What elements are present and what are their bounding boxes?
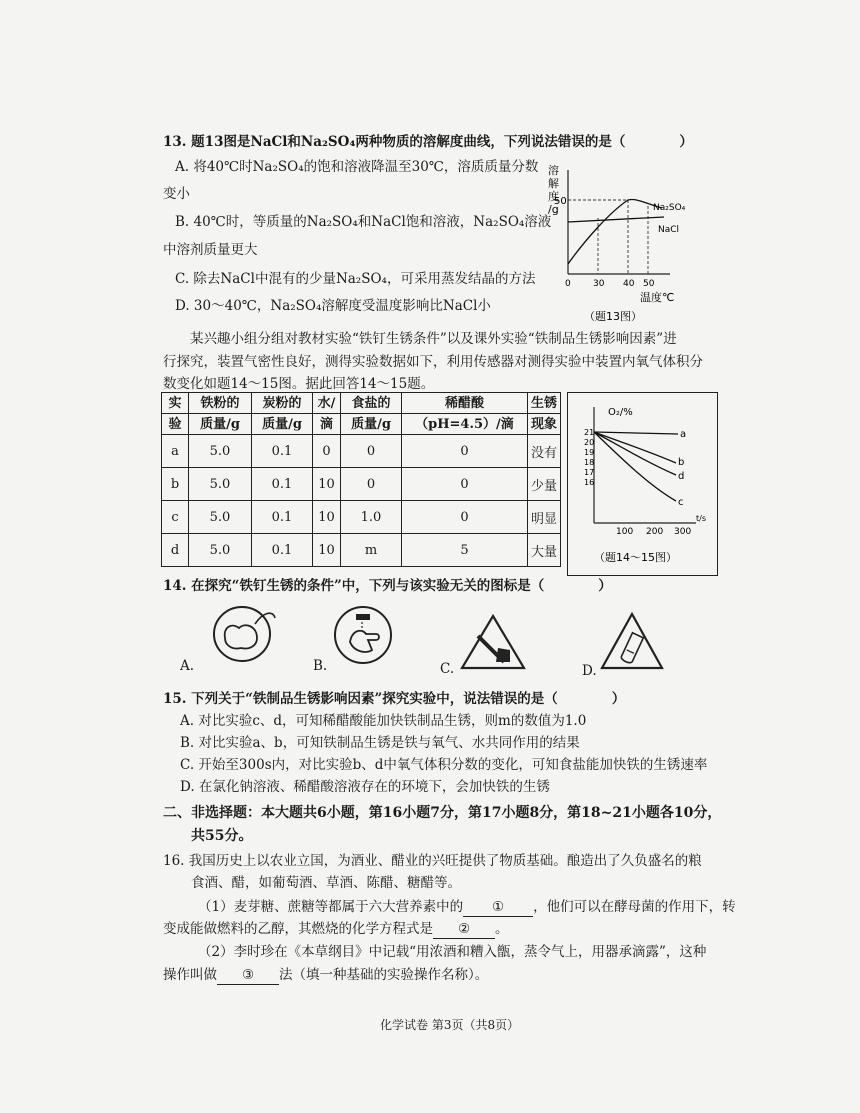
- q14-option-c: C.: [440, 661, 455, 677]
- table-header-row-2: [162, 414, 561, 435]
- chart2-ytick: 17: [584, 468, 595, 477]
- table-cell: 5.0: [189, 534, 252, 567]
- q13-option-a: A. 将40℃时Na₂SO₄的饱和溶液降温至30℃，溶质质量分数: [175, 159, 539, 175]
- chart13-series-nacl: [568, 217, 664, 222]
- chart2-ytick: 18: [584, 458, 595, 467]
- table-row: [162, 501, 561, 534]
- chart2-label-c: c: [678, 497, 684, 508]
- th-rust-2: 现象: [528, 414, 561, 435]
- q13-option-a-cont: 变小: [163, 186, 190, 202]
- table-cell: 0: [402, 468, 528, 501]
- glassware-hazard-icon: [598, 610, 666, 672]
- q16-part1-line1: [198, 898, 736, 917]
- table-cell: 5: [402, 534, 528, 567]
- q15-option-b: B. 对比实验a、b，可知铁制品生锈是铁与氧气、水共同作用的结果: [180, 735, 580, 751]
- chart13-xtick-40: 40: [623, 279, 635, 289]
- q15-stem: 15. 下列关于“铁制品生锈影响因素”探究实验中，说法错误的是（ ）: [163, 691, 626, 707]
- q13-option-b-cont: 中溶剂质量更大: [163, 242, 258, 258]
- chart2-xlabel: t/s: [696, 514, 706, 523]
- chart2-ytick: 20: [584, 438, 595, 447]
- chart2-xtick: 100: [616, 527, 634, 537]
- th-carbon-2: 质量/g: [252, 414, 313, 435]
- q13-option-d: D. 30～40℃，Na₂SO₄溶解度受温度影响比NaCl小: [175, 298, 491, 314]
- table-cell: 10: [313, 501, 341, 534]
- q16-stem-cont: 食酒、醋，如葡萄酒、草酒、陈醋、糖醋等。: [191, 875, 461, 891]
- wash-hands-icon: [332, 604, 394, 666]
- chart13-xtick-50: 50: [643, 279, 655, 289]
- chart2-series-c: [594, 432, 676, 501]
- chart13-caption: （题13图）: [584, 310, 642, 322]
- table-cell: 0.1: [252, 501, 313, 534]
- table-cell: 10: [313, 534, 341, 567]
- chart13-ylabel-2: 解: [548, 177, 559, 190]
- table-row: [162, 534, 561, 567]
- chart13-ylabel-4: /g: [548, 203, 559, 216]
- table-cell: 0: [313, 435, 341, 468]
- chart2-series-b: [594, 432, 676, 463]
- chart13-label-nacl: NaCl: [658, 225, 680, 235]
- oxygen-chart: [568, 393, 717, 575]
- chart13-xtick-30: 30: [593, 279, 605, 289]
- chart13-xlabel: 温度℃: [640, 291, 675, 304]
- table-cell: b: [162, 468, 189, 501]
- table-cell: 5.0: [189, 468, 252, 501]
- table-cell: 5.0: [189, 435, 252, 468]
- solubility-chart: [540, 160, 710, 322]
- table-cell: 大量: [528, 534, 561, 567]
- table-cell: d: [162, 534, 189, 567]
- q16-part2-text: 操作叫做: [163, 967, 217, 983]
- q14-option-d: D.: [582, 663, 597, 679]
- th-salt-2: 质量/g: [341, 414, 402, 435]
- q14-option-a: A.: [180, 658, 195, 674]
- q13-stem: 13. 题13图是NaCl和Na₂SO₄两种物质的溶解度曲线，下列说法错误的是（ ）: [163, 134, 693, 150]
- th-iron-1: 铁粉的: [189, 393, 252, 414]
- th-salt-1: 食盐的: [341, 393, 402, 414]
- th-rust-1: 生锈: [528, 393, 561, 414]
- chart13-label-na2so4: Na₂SO₄: [653, 203, 686, 213]
- q16-part1-text-2: ，他们可以在酵母菌的作用下，转: [533, 899, 736, 915]
- apron-safety-icon: [205, 602, 283, 664]
- table-cell: a: [162, 435, 189, 468]
- table-cell: 少量: [528, 468, 561, 501]
- chart2-label-a: a: [680, 429, 687, 440]
- intro-line-2: 行探究，装置气密性良好，测得实验数据如下，利用传感器对测得实验中装置内氧气体积分: [163, 354, 703, 370]
- table-cell: 0.1: [252, 468, 313, 501]
- chart2-xtick: 200: [646, 527, 664, 537]
- q16-part2-text-2: 法（填一种基础的实验操作名称）。: [279, 967, 489, 983]
- table-cell: 0: [341, 468, 402, 501]
- answer-blank-3[interactable]: ③: [217, 966, 279, 985]
- table-cell: 10: [313, 468, 341, 501]
- q16-part1-text: （1）麦芽糖、蔗糖等都属于六大营养素中的: [198, 899, 464, 915]
- chart13-ylabel-3: 度: [548, 190, 559, 203]
- q13-option-b: B. 40℃时，等质量的Na₂SO₄和NaCl饱和溶液，Na₂SO₄溶液: [175, 214, 552, 230]
- chart13-xtick-0: 0: [565, 279, 571, 289]
- chart2-series-d: [594, 432, 676, 475]
- chart2-ytick: 21: [584, 428, 595, 437]
- chart2-caption: （题14～15图）: [594, 551, 677, 564]
- answer-blank-2[interactable]: ②: [433, 920, 495, 939]
- th-water-2: 滴: [313, 414, 341, 435]
- th-iron-2: 质量/g: [189, 414, 252, 435]
- answer-blank-1[interactable]: ①: [463, 898, 533, 917]
- chart13-ytick-50: 50: [554, 196, 567, 207]
- q16-part1-text-4: 。: [495, 921, 509, 937]
- page-footer: 化学试卷 第3页（共8页）: [380, 1018, 520, 1032]
- q13-option-c: C. 除去NaCl中混有的少量Na₂SO₄，可采用蒸发结晶的方法: [175, 271, 536, 287]
- table-cell: 0.1: [252, 534, 313, 567]
- table-cell: c: [162, 501, 189, 534]
- heating-safety-icon: [458, 612, 528, 672]
- table-cell: 0.1: [252, 435, 313, 468]
- q16-part2-line1: （2）李时珍在《本草纲目》中记载“用浓酒和糟入甑，蒸令气上，用器承滴露”，这种: [198, 944, 707, 960]
- experiment-table: [161, 392, 561, 567]
- table-cell: 没有: [528, 435, 561, 468]
- chart2-xtick: 300: [674, 527, 692, 537]
- table-cell: 0: [402, 435, 528, 468]
- chart13-ylabel-1: 溶: [548, 164, 559, 177]
- th-acid-2: （pH=4.5）/滴: [402, 414, 528, 435]
- intro-line-1: 某兴趣小组分组对教材实验“铁钉生锈条件”以及课外实验“铁制品生锈影响因素”进: [190, 331, 677, 347]
- table-cell: m: [341, 534, 402, 567]
- q16-part2-line2: [163, 966, 488, 985]
- q16-part1-line2: [163, 920, 509, 939]
- chart2-series-a: [594, 432, 678, 434]
- q15-option-a: A. 对比实验c、d，可知稀醋酸能加快铁制品生锈，则m的数值为1.0: [180, 713, 587, 729]
- q15-option-d: D. 在氯化钠溶液、稀醋酸溶液存在的环境下，会加快铁的生锈: [180, 779, 550, 795]
- chart2-label-b: b: [678, 457, 685, 468]
- th-exp-2: 验: [162, 414, 189, 435]
- table-cell: 0: [341, 435, 402, 468]
- table-cell: 0: [402, 501, 528, 534]
- table-cell: 5.0: [189, 501, 252, 534]
- table-header-row-1: [162, 393, 561, 414]
- q16-part1-text-3: 变成能做燃料的乙醇，其燃烧的化学方程式是: [163, 921, 433, 937]
- section-2-heading-cont: 共55分。: [191, 828, 253, 844]
- q14-option-b: B.: [313, 658, 328, 674]
- table-cell: 明显: [528, 501, 561, 534]
- th-exp-1: 实: [162, 393, 189, 414]
- chart2-ytick: 16: [584, 478, 595, 487]
- q15-option-c: C. 开始至300s内，对比实验b、d中氧气体积分数的变化，可知食盐能加快铁的生锈速率: [180, 757, 708, 773]
- th-carbon-1: 炭粉的: [252, 393, 313, 414]
- chart2-label-d: d: [678, 471, 685, 482]
- intro-line-3: 数变化如题14～15图。据此回答14～15题。: [163, 376, 435, 392]
- oxygen-chart-panel: [567, 392, 718, 576]
- chart2-ytick: 19: [584, 448, 595, 457]
- q14-stem: 14. 在探究“铁钉生锈的条件”中，下列与该实验无关的图标是（ ）: [163, 578, 612, 594]
- chart2-ylabel: O₂/%: [608, 407, 633, 418]
- table-row: [162, 435, 561, 468]
- section-2-heading: 二、非选择题：本大题共6小题，第16小题7分，第17小题8分，第18~21小题各10分，: [163, 805, 722, 821]
- th-acid-1: 稀醋酸: [402, 393, 528, 414]
- table-row: [162, 468, 561, 501]
- table-cell: 1.0: [341, 501, 402, 534]
- q16-stem: 16. 我国历史上以农业立国，为酒业、醋业的兴旺提供了物质基础。酿造出了久负盛名的粮: [163, 853, 702, 869]
- th-water-1: 水/: [313, 393, 341, 414]
